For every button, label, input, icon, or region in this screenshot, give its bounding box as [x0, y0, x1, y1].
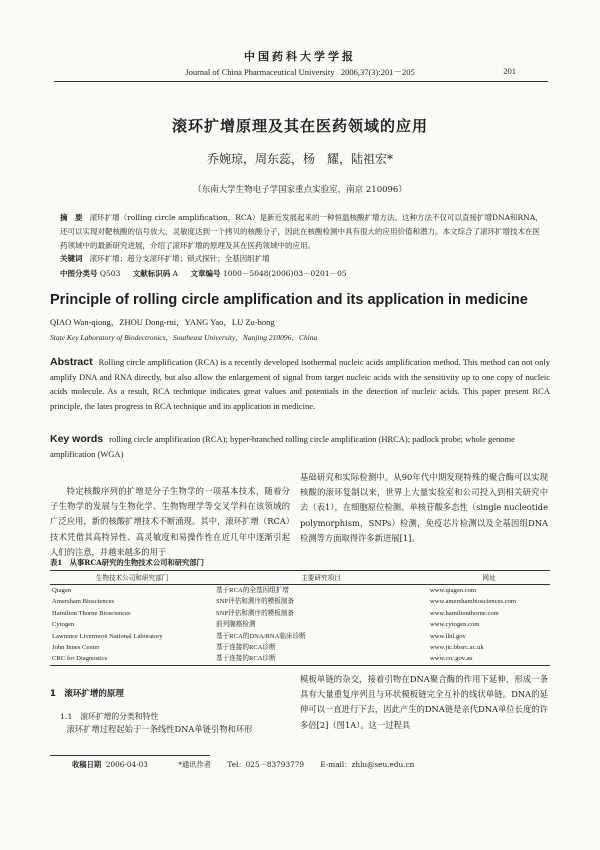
keywords-cn	[60, 253, 544, 264]
affiliation-cn: （东南大学生物电子学国家重点实验室，南京 210096）	[193, 185, 407, 195]
footnote	[72, 760, 428, 770]
received-date	[72, 760, 162, 769]
authors-cn: 乔婉琼，周东蕊，杨 耀，陆祖宏*	[206, 152, 393, 166]
table-header-cell: 生物技术公司和研究部门	[50, 571, 214, 585]
journal-citation: 2006,37(3):201－205	[340, 67, 415, 77]
section-paragraph-right: 模板单链的杂交，接着引物在DNA聚合酶的作用下延伸，形成一条具有大量重复序列且与环状模板链完全互补的线状单链。DNA的延伸可以一直进行下去，因此产生的DNA链是亲代DNA单位长度的许多倍[2]（图1A）。这一过程具	[300, 674, 548, 730]
table-cell: Amersham Biosciences	[52, 598, 115, 606]
table-row	[50, 642, 550, 653]
table-cell: SNP评估和测序的模板制备	[216, 609, 295, 617]
table-cell: www.cytogen.com	[430, 621, 480, 629]
table-cell: 基于RCA的全基因组扩增	[216, 587, 289, 594]
keywords-cn-label: 关键词	[60, 254, 83, 263]
table-header-cell: 主要研究项目	[214, 571, 428, 585]
abstract-en-label: Abstract	[50, 356, 93, 368]
table-cell: Cytogen	[52, 621, 75, 629]
author-phone: Tel：025－83793779	[227, 760, 305, 769]
table-row	[50, 608, 550, 619]
table-cell: 前列腺癌检测	[216, 621, 256, 629]
table-cell: www.qiagen.com	[430, 587, 477, 594]
article-no-value: 1000－5048(2006)03－0201－05	[222, 269, 347, 278]
classification-line	[60, 268, 544, 279]
author-email: E-mail：zhlu@seu.edu.cn	[320, 760, 415, 769]
table-cell: 基于连接的RCA诊断	[214, 653, 428, 665]
corresponding-author-label: *通讯作者	[178, 760, 212, 769]
footnote-divider	[50, 755, 210, 756]
table-cell: John Innes Center	[52, 644, 100, 652]
abstract-en	[50, 355, 550, 413]
table-row	[50, 585, 550, 597]
abstract-cn-text: 滚环扩增（rolling circle amplification，RCA）是新近发展起来的一种恒温核酸扩增方法。这种方法不仅可以直接扩增DNA和RNA，还可以实现对靶核酸的信号放大，灵敏度达到一个拷贝的核酸分子，因此在核酸检测中具有很大的应用价值和潜力。本文综合了滚环扩增技术在医药领域中的最新研究进展，介绍了滚环扩增的原理及其在医药领域中的应用。	[60, 213, 543, 250]
table-cell: SNP评估和测序的模板制备	[216, 598, 295, 606]
table-row	[50, 619, 550, 630]
table-cell: www.amershambiosciences.com	[430, 598, 516, 606]
table-header-row	[50, 571, 550, 585]
article-title-en: Principle of rolling circle amplification and its application in medicine	[50, 292, 528, 308]
table-row	[50, 653, 550, 665]
table-cell: Hamilton Thorne Biosciences	[52, 609, 131, 617]
table-cell: CRC for Diagnostics	[50, 653, 214, 665]
table-cell: 基于RCA的DNA/RNA临床诊断	[216, 632, 306, 640]
received-value: 2006-04-03	[105, 760, 148, 769]
section-1-heading: 1 滚环扩增的原理	[50, 689, 124, 699]
section-paragraph-left: 滚环扩增过程起始于一条线性DNA单链引物和环形	[66, 724, 253, 734]
keywords-en-text: rolling circle amplification (RCA); hyper-branched rolling circle amplification (HRCA); padlock probe; whole genome amplification (WGA)	[50, 434, 515, 459]
table-header-cell: 网址	[428, 571, 550, 585]
class-label: 中图分类号	[60, 269, 98, 278]
keywords-cn-text: 滚环扩增；超分支滚环扩增；锁式探针；全基因组扩增	[89, 254, 270, 263]
doc-code-value: A	[172, 269, 179, 278]
doc-code-label: 文献标识码	[132, 269, 171, 278]
table-caption: 表1 从事RCA研究的生物技术公司和研究部门	[50, 558, 204, 567]
table-cell: www.crc.gov.au	[428, 653, 550, 665]
article-no-label: 文章编号	[190, 269, 221, 278]
abstract-cn	[60, 211, 544, 253]
abstract-en-text: Rolling circle amplification (RCA) is a recently developed isothermal nucleic acids amplification method. This method can not only amplify DNA and RNA directly, but also allow the enlargement of signal from target nucleic acids with the sensitivity up to one copy of nucleic acids molecule. As a result, RCA technique indicates great values and potentials in the detection of nucleic acids. This paper present RCA principle, the lates progress in RCA technique and its application in medicine.	[50, 357, 550, 411]
journal-name-en: Journal of China Pharmaceutical University	[185, 67, 335, 77]
page-number: 201	[503, 66, 516, 76]
abstract-cn-label: 摘 要	[60, 213, 83, 222]
table-cell: www.jic.bbsrc.ac.uk	[430, 644, 484, 652]
table-row	[50, 631, 550, 642]
table-cell: 基于连接的RCA诊断	[216, 644, 276, 652]
table-cell: Qiagen	[52, 587, 72, 594]
keywords-en-label: Key words	[50, 433, 104, 445]
journal-name-cn: 中国药科大学学报	[244, 50, 356, 63]
article-title-cn: 滚环扩增原理及其在医药领域的应用	[171, 117, 428, 135]
keywords-en	[50, 432, 550, 462]
class-value: Q503	[99, 269, 121, 278]
table-cell: www.hamiltonthorne.com	[430, 609, 499, 617]
table-cell: www.llnl.gov	[430, 632, 466, 640]
affiliation-en: State Key Laboratory of Biodectronics，Southeast University，Nanjing 210096，China	[50, 333, 318, 342]
authors-en: QIAO Wan-qiong，ZHOU Dong-rui，YANG Yao，LU Zu-hong	[50, 317, 275, 327]
received-label: 收稿日期	[72, 760, 102, 769]
intro-paragraph-right: 基础研究和实际检测中。从90年代中期发现特殊的聚合酶可以实现核酸的滚环复制以来，世界上大量实验室和公司投入到相关研究中去（表1），在细胞原位检测、单核苷酸多态性（single nucleotide polymorphism，SNPs）检测，免疫芯片检测以及全基因组DNA检测等方面取得许多新进展[1]。	[300, 472, 548, 543]
intro-paragraph-left: 特定核酸序列的扩增是分子生物学的一项基本技术，随着分子生物学的发展与生物化学、生物物理学等交叉学科在该领域的广泛应用，新的核酸扩增技术不断涌现。其中，滚环扩增（RCA）技术凭借其高特异性、高灵敏度和易操作性在近几年中逐渐引起人们的注意，并越来越多的用于	[50, 486, 290, 557]
table-row	[50, 596, 550, 607]
subsection-1-1-heading: 1.1 滚环扩增的分类和特性	[60, 712, 159, 721]
research-table	[50, 570, 550, 666]
table-cell: Lawrence Livermore National Laboratory	[52, 632, 163, 640]
header-divider	[54, 81, 548, 82]
